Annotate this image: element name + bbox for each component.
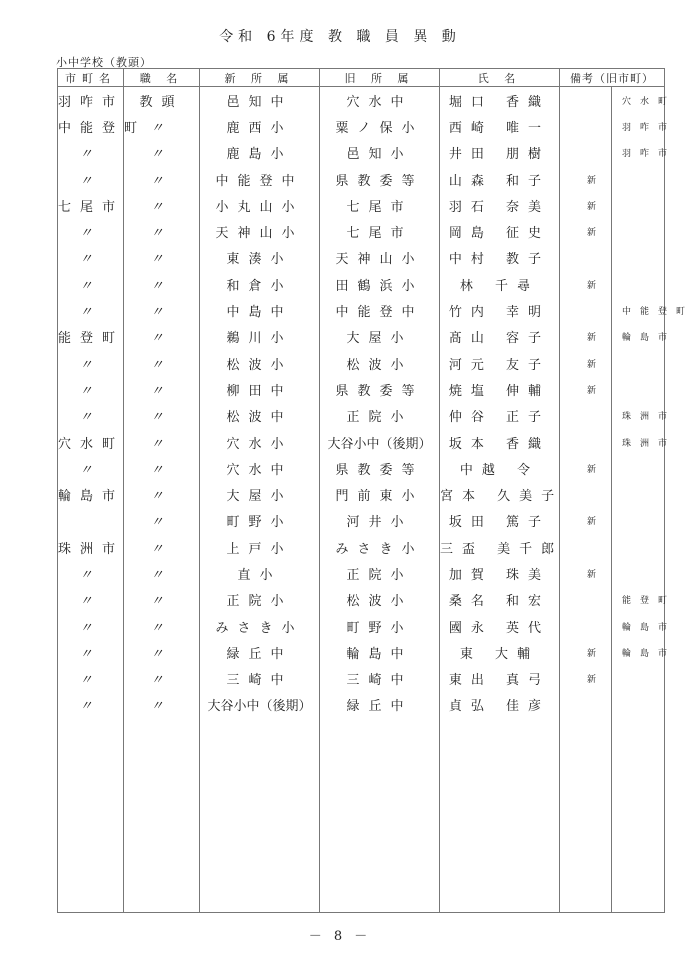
former-municipality-cell: 能登町 [612, 587, 665, 613]
new-flag-cell [560, 692, 612, 718]
old-assignment-cell: 正院小 [320, 403, 440, 429]
city-cell: 〃 [58, 218, 124, 244]
position-cell: 〃 [124, 297, 200, 323]
position-cell: 〃 [124, 218, 200, 244]
position-cell: 〃 [124, 324, 200, 350]
new-assignment-cell: 上戸小 [200, 534, 320, 560]
new-flag-cell [560, 534, 612, 560]
city-cell: 〃 [58, 376, 124, 402]
city-cell: 能登町 [58, 324, 124, 350]
city-cell: 羽咋市 [58, 87, 124, 114]
header-old-assignment: 旧 所 属 [320, 69, 440, 87]
city-cell: 〃 [58, 666, 124, 692]
name-cell: 焼塩 伸輔 [440, 376, 560, 402]
name-cell: 中村 教子 [440, 245, 560, 271]
new-assignment-cell: 和倉小 [200, 271, 320, 297]
former-municipality-cell [612, 692, 665, 718]
table-row [58, 666, 665, 692]
old-assignment-cell: 中能登中 [320, 297, 440, 323]
table-row [58, 218, 665, 244]
table-row [58, 534, 665, 560]
old-assignment-cell: みさき小 [320, 534, 440, 560]
former-municipality-cell [612, 534, 665, 560]
empty-cell [200, 718, 320, 912]
name-cell: 坂本 香織 [440, 429, 560, 455]
new-assignment-cell: 邑知中 [200, 87, 320, 114]
name-cell: 國永 英代 [440, 613, 560, 639]
position-cell: 教頭 [124, 87, 200, 114]
former-municipality-cell [612, 666, 665, 692]
city-cell: 〃 [58, 639, 124, 665]
old-assignment-cell: 大屋小 [320, 324, 440, 350]
city-cell: 〃 [58, 140, 124, 166]
new-assignment-cell: 鹿島小 [200, 140, 320, 166]
new-assignment-cell: 穴水小 [200, 429, 320, 455]
old-assignment-cell: 七尾市 [320, 218, 440, 244]
new-assignment-cell: 中島中 [200, 297, 320, 323]
former-municipality-cell [612, 481, 665, 507]
new-assignment-cell: 緑丘中 [200, 639, 320, 665]
city-cell: 〃 [58, 613, 124, 639]
city-cell: 〃 [58, 403, 124, 429]
position-cell: 〃 [124, 508, 200, 534]
new-assignment-cell: 小丸山小 [200, 192, 320, 218]
new-assignment-cell: 中能登中 [200, 166, 320, 192]
old-assignment-cell: 邑知小 [320, 140, 440, 166]
new-flag-cell [560, 587, 612, 613]
empty-cell [124, 718, 200, 912]
city-cell: 〃 [58, 271, 124, 297]
header-new-assignment: 新 所 属 [200, 69, 320, 87]
new-assignment-cell: 直小 [200, 560, 320, 586]
table-row [58, 192, 665, 218]
table-row [58, 271, 665, 297]
new-flag-cell [560, 87, 612, 114]
city-cell: 〃 [58, 350, 124, 376]
old-assignment-cell: 河井小 [320, 508, 440, 534]
new-assignment-cell: 大屋小 [200, 481, 320, 507]
former-municipality-cell: 穴水町 [612, 87, 665, 114]
table-row [58, 560, 665, 586]
name-cell: 羽石 奈美 [440, 192, 560, 218]
position-cell: 〃 [124, 376, 200, 402]
header-city: 市町名 [58, 69, 124, 87]
table-row [58, 692, 665, 718]
page-number: － 8 － [308, 929, 372, 944]
name-cell: 髙山 容子 [440, 324, 560, 350]
table-row [58, 587, 665, 613]
table-row [58, 113, 665, 139]
new-flag-cell: 新 [560, 376, 612, 402]
position-cell: 〃 [124, 113, 200, 139]
section-subtitle: 小中学校（教頭） [56, 56, 152, 69]
name-cell: 中越 令 [440, 455, 560, 481]
old-assignment-cell: 門前東小 [320, 481, 440, 507]
new-assignment-cell: 三崎中 [200, 666, 320, 692]
table-row [58, 376, 665, 402]
table-row [58, 481, 665, 507]
old-assignment-cell: 穴水中 [320, 87, 440, 114]
new-assignment-cell: 大谷小中（後期） [200, 692, 320, 718]
former-municipality-cell: 珠洲市 [612, 403, 665, 429]
position-cell: 〃 [124, 587, 200, 613]
name-cell: 坂田 篤子 [440, 508, 560, 534]
position-cell: 〃 [124, 271, 200, 297]
new-flag-cell [560, 403, 612, 429]
header-name: 氏 名 [440, 69, 560, 87]
former-municipality-cell [612, 166, 665, 192]
old-assignment-cell: 松波小 [320, 350, 440, 376]
old-assignment-cell: 松波小 [320, 587, 440, 613]
new-flag-cell: 新 [560, 192, 612, 218]
city-cell: 珠洲市 [58, 534, 124, 560]
new-assignment-cell: 鵜川小 [200, 324, 320, 350]
new-flag-cell: 新 [560, 508, 612, 534]
old-assignment-cell: 天神山小 [320, 245, 440, 271]
position-cell: 〃 [124, 166, 200, 192]
former-municipality-cell: 輪島市 [612, 613, 665, 639]
former-municipality-cell: 羽咋市 [612, 113, 665, 139]
former-municipality-cell: 中能登町 [612, 297, 665, 323]
name-cell: 山森 和子 [440, 166, 560, 192]
new-flag-cell [560, 613, 612, 639]
position-cell: 〃 [124, 534, 200, 560]
old-assignment-cell: 県教委等 [320, 166, 440, 192]
former-municipality-cell [612, 271, 665, 297]
city-cell [58, 508, 124, 534]
new-assignment-cell: 穴水中 [200, 455, 320, 481]
table-row [58, 87, 665, 114]
old-assignment-cell: 三崎中 [320, 666, 440, 692]
former-municipality-cell [612, 455, 665, 481]
old-assignment-cell: 輪島中 [320, 639, 440, 665]
new-flag-cell: 新 [560, 166, 612, 192]
new-assignment-cell: 町野小 [200, 508, 320, 534]
empty-cell [320, 718, 440, 912]
header-remarks: 備考（旧市町） [560, 69, 665, 87]
new-flag-cell: 新 [560, 271, 612, 297]
new-assignment-cell: 東湊小 [200, 245, 320, 271]
position-cell: 〃 [124, 481, 200, 507]
table-row [58, 324, 665, 350]
city-cell: 〃 [58, 297, 124, 323]
document-title: 令和 6年度 教 職 員 異 動 [219, 29, 461, 45]
empty-cell [440, 718, 560, 912]
new-assignment-cell: 松波小 [200, 350, 320, 376]
new-flag-cell: 新 [560, 455, 612, 481]
position-cell: 〃 [124, 560, 200, 586]
new-assignment-cell: 正院小 [200, 587, 320, 613]
former-municipality-cell: 珠洲市 [612, 429, 665, 455]
empty-cell [58, 718, 124, 912]
name-cell: 林 千尋 [440, 271, 560, 297]
new-flag-cell [560, 113, 612, 139]
old-assignment-cell: 県教委等 [320, 376, 440, 402]
empty-cell [612, 718, 665, 912]
position-cell: 〃 [124, 403, 200, 429]
new-assignment-cell: みさき小 [200, 613, 320, 639]
new-flag-cell [560, 245, 612, 271]
position-cell: 〃 [124, 245, 200, 271]
name-cell: 三盃 美千郎 [440, 534, 560, 560]
old-assignment-cell: 田鶴浜小 [320, 271, 440, 297]
new-flag-cell: 新 [560, 324, 612, 350]
table-body [58, 87, 694, 913]
personnel-table [57, 68, 694, 913]
position-cell: 〃 [124, 639, 200, 665]
old-assignment-cell: 緑丘中 [320, 692, 440, 718]
table-filler-row [58, 718, 665, 912]
new-assignment-cell: 天神山小 [200, 218, 320, 244]
old-assignment-cell: 県教委等 [320, 455, 440, 481]
new-flag-cell: 新 [560, 560, 612, 586]
name-cell: 河元 友子 [440, 350, 560, 376]
city-cell: 七尾市 [58, 192, 124, 218]
new-flag-cell [560, 429, 612, 455]
former-municipality-cell [612, 218, 665, 244]
name-cell: 西崎 唯一 [440, 113, 560, 139]
name-cell: 岡島 征史 [440, 218, 560, 244]
new-flag-cell: 新 [560, 350, 612, 376]
name-cell: 宮本 久美子 [440, 481, 560, 507]
new-assignment-cell: 松波中 [200, 403, 320, 429]
name-cell: 堀口 香織 [440, 87, 560, 114]
city-cell: 〃 [58, 455, 124, 481]
table-row [58, 639, 665, 665]
city-cell: 中能登町 [58, 113, 124, 139]
new-flag-cell: 新 [560, 639, 612, 665]
city-cell: 穴水町 [58, 429, 124, 455]
position-cell: 〃 [124, 140, 200, 166]
former-municipality-cell [612, 350, 665, 376]
old-assignment-cell: 粟ノ保小 [320, 113, 440, 139]
new-flag-cell: 新 [560, 666, 612, 692]
new-flag-cell [560, 481, 612, 507]
city-cell: 輪島市 [58, 481, 124, 507]
table-row [58, 140, 665, 166]
former-municipality-cell [612, 376, 665, 402]
new-assignment-cell: 鹿西小 [200, 113, 320, 139]
new-flag-cell [560, 140, 612, 166]
former-municipality-cell: 羽咋市 [612, 140, 665, 166]
city-cell: 〃 [58, 692, 124, 718]
table-row [58, 245, 665, 271]
former-municipality-cell: 輪島市 [612, 324, 665, 350]
header-position: 職 名 [124, 69, 200, 87]
position-cell: 〃 [124, 192, 200, 218]
city-cell: 〃 [58, 560, 124, 586]
table-row [58, 297, 665, 323]
name-cell: 竹内 幸明 [440, 297, 560, 323]
table-row [58, 403, 665, 429]
position-cell: 〃 [124, 429, 200, 455]
name-cell: 井田 朋樹 [440, 140, 560, 166]
table-row [58, 508, 665, 534]
name-cell: 貞弘 佳彦 [440, 692, 560, 718]
table-row [58, 350, 665, 376]
former-municipality-cell [612, 192, 665, 218]
name-cell: 東出 真弓 [440, 666, 560, 692]
former-municipality-cell [612, 508, 665, 534]
table-row [58, 166, 665, 192]
name-cell: 東 大輔 [440, 639, 560, 665]
former-municipality-cell [612, 560, 665, 586]
old-assignment-cell: 七尾市 [320, 192, 440, 218]
former-municipality-cell [612, 245, 665, 271]
empty-cell [560, 718, 612, 912]
table-header-row [58, 69, 665, 87]
position-cell: 〃 [124, 350, 200, 376]
position-cell: 〃 [124, 455, 200, 481]
position-cell: 〃 [124, 613, 200, 639]
table-row [58, 455, 665, 481]
old-assignment-cell: 大谷小中（後期） [320, 429, 440, 455]
position-cell: 〃 [124, 692, 200, 718]
old-assignment-cell: 町野小 [320, 613, 440, 639]
old-assignment-cell: 正院小 [320, 560, 440, 586]
new-flag-cell: 新 [560, 218, 612, 244]
former-municipality-cell: 輪島市 [612, 639, 665, 665]
name-cell: 仲谷 正子 [440, 403, 560, 429]
table-row [58, 613, 665, 639]
new-flag-cell [560, 297, 612, 323]
name-cell: 加賀 珠美 [440, 560, 560, 586]
position-cell: 〃 [124, 666, 200, 692]
city-cell: 〃 [58, 245, 124, 271]
city-cell: 〃 [58, 166, 124, 192]
city-cell: 〃 [58, 587, 124, 613]
new-assignment-cell: 柳田中 [200, 376, 320, 402]
name-cell: 桑名 和宏 [440, 587, 560, 613]
table-row [58, 429, 665, 455]
